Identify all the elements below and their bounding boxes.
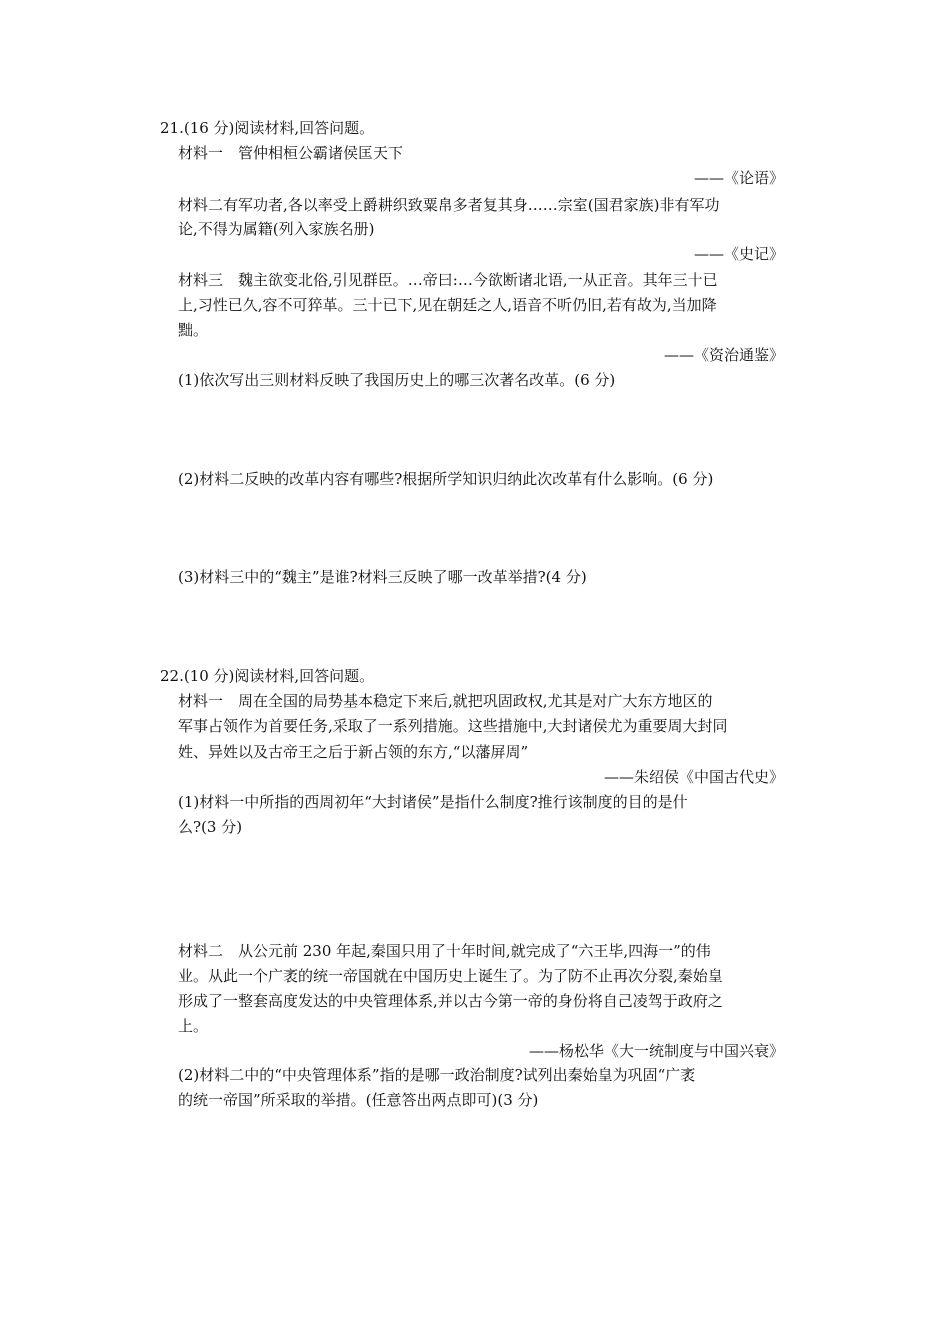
q22-material2-line1: 材料二 从公元前 230 年起,秦国只用了十年时间,就完成了“六王毕,四海一”的伟 xyxy=(178,942,711,960)
q22-material1-line2: 军事占领作为首要任务,采取了一系列措施。这些措施中,大封诸侯尤为重要周大封同 xyxy=(178,717,728,735)
q21-material2-line2: 论,不得为属籍(列入家族名册) xyxy=(178,220,375,238)
q22-material1-line1: 材料一 周在全国的局势基本稳定下来后,就把巩固政权,尤其是对广大东方地区的 xyxy=(178,692,713,710)
q21-material2-line1: 材料二有军功者,各以率受上爵耕织致粟帛多者复其身……宗室(国君家族)非有军功 xyxy=(178,196,720,214)
q22-question1-line2: 么?(3 分) xyxy=(178,818,243,836)
q21-question3: (3)材料三中的“魏主”是谁?材料三反映了哪一改革举措?(4 分) xyxy=(178,568,587,586)
q21-material3-line1: 材料三 魏主欲变北俗,引见群臣。…帝曰:…今欲断诸北语,一从正音。其年三十已 xyxy=(178,271,718,289)
q22-material1-line3: 姓、异姓以及古帝王之后于新占领的东方,“以藩屏周” xyxy=(178,743,529,761)
q22-material2-source: ——杨松华《大一统制度与中国兴衰》 xyxy=(528,1042,784,1060)
q21-material2-source: ——《史记》 xyxy=(693,245,784,263)
q21-material3-line3: 黜。 xyxy=(178,321,209,339)
q22-header: 22.(10 分)阅读材料,回答问题。 xyxy=(160,667,375,685)
q21-header: 21.(16 分)阅读材料,回答问题。 xyxy=(160,119,375,137)
q21-question1: (1)依次写出三则材料反映了我国历史上的哪三次著名改革。(6 分) xyxy=(178,371,616,389)
q22-material1-source: ——朱绍侯《中国古代史》 xyxy=(603,768,784,786)
q21-material3-line2: 上,习性已久,容不可猝革。三十已下,见在朝廷之人,语音不听仍旧,若有故为,当加降 xyxy=(178,296,717,314)
q22-material2-line2: 业。从此一个广袤的统一帝国就在中国历史上诞生了。为了防不止再次分裂,秦始皇 xyxy=(178,967,723,985)
q22-material2-line4: 上。 xyxy=(178,1017,209,1035)
q21-material3-source: ——《资治通鉴》 xyxy=(663,346,784,364)
q22-question2-line1: (2)材料二中的“中央管理体系”指的是哪一政治制度?试列出秦始皇为巩固“广袤 xyxy=(178,1066,696,1084)
q22-question2-line2: 的统一帝国”所采取的举措。(任意答出两点即可)(3 分) xyxy=(178,1091,539,1109)
q21-question2: (2)材料二反映的改革内容有哪些?根据所学知识归纳此次改革有什么影响。(6 分) xyxy=(178,470,714,488)
q22-material2-line3: 形成了一整套高度发达的中央管理体系,并以古今第一帝的身份将自己凌驾于政府之 xyxy=(178,992,723,1010)
q22-question1-line1: (1)材料一中所指的西周初年“大封诸侯”是指什么制度?推行该制度的目的是什 xyxy=(178,793,688,811)
q21-material1-source: ——《论语》 xyxy=(693,169,784,187)
q21-material1-text: 材料一 管仲相桓公霸诸侯匡天下 xyxy=(178,144,404,162)
